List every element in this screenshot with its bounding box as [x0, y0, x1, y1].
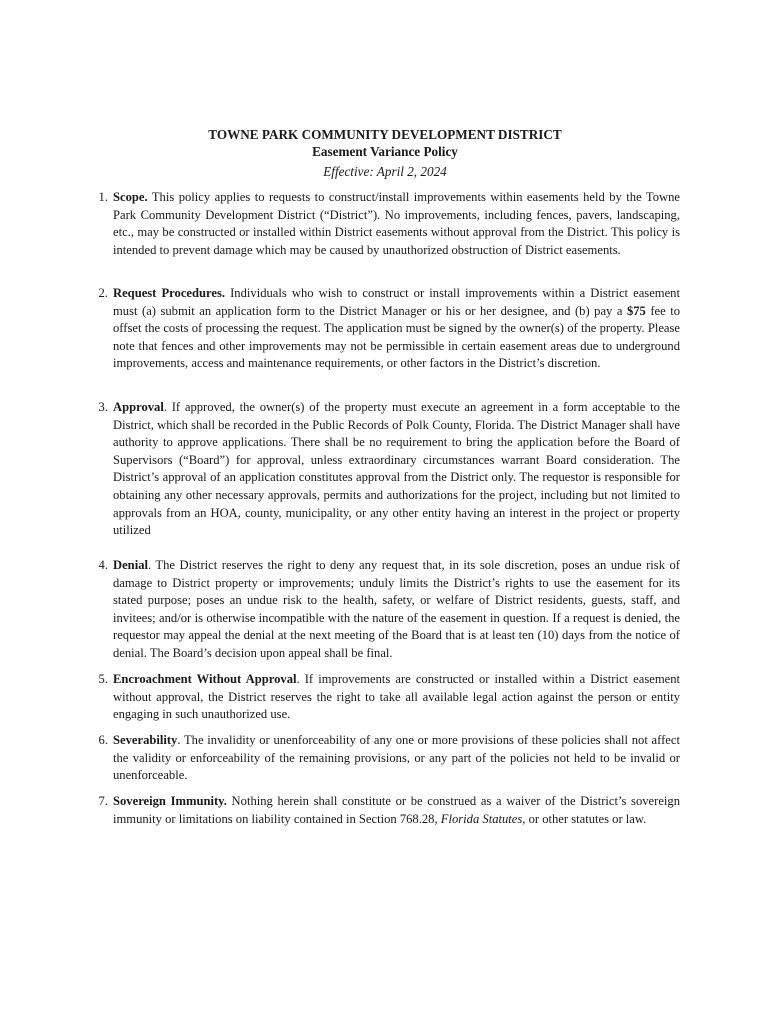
effective-date: Effective: April 2, 2024 — [323, 164, 447, 179]
statute-reference: Florida Statutes — [440, 811, 523, 826]
section-text: , or other statutes or law. — [522, 811, 647, 826]
section-text: This policy applies to requests to construct/install improvements within easements held by the Towne Park Community Development District (“District”). No improvements, including fences, pavers, landscaping, etc., may be constructed or installed within District easements without approval from the District. This policy is intended to prevent damage which may be caused by unauthorized obstruction of District easements. — [113, 190, 680, 257]
section-text: fee to offset the costs of processing the request. The application must be signed by the owner(s) of the property. Please note that fences and other improvements may not be permissible in certain easement areas due to underground improvements, access and maintenance requirements, or other factors in the District’s discretion. — [113, 303, 681, 371]
section-heading: Approval — [113, 400, 164, 414]
section-number: 3. — [98, 400, 108, 414]
section-text: . The District reserves the right to deny any request that, in its sole discretion, poses an undue risk of damage to District property or improvements; unduly limits the District’s rights to use the easement for its stated purpose; poses an undue risk to the health, safety, or welfare of District residents, guests, staff, and invitees; and/or is otherwise incompatible with the nature of the easement in question. If a request is denied, the requestor may appeal the denial at the next meeting of the Board that is at least ten (10) days from the notice of denial. The Board’s decision upon appeal shall be final. — [113, 558, 680, 660]
section-number: 5. — [98, 672, 108, 686]
document-title: TOWNE PARK COMMUNITY DEVELOPMENT DISTRICT — [208, 127, 562, 142]
section-heading: Denial — [113, 558, 148, 572]
section-approval — [98, 399, 680, 540]
section-number: 4. — [98, 558, 108, 572]
section-heading: Sovereign Immunity. — [113, 794, 227, 808]
document-subtitle: Easement Variance Policy — [312, 144, 458, 159]
section-number: 2. — [98, 286, 108, 300]
section-request-procedures — [98, 285, 681, 373]
section-text: . If improvements are constructed or installed within a District easement without approval, the District reserves the right to take all available legal action against the person or entity engaging in such unauthorized use. — [113, 672, 680, 722]
section-text: . If approved, the owner(s) of the property must execute an agreement in a form acceptable to the District, which shall be recorded in the Public Records of Polk County, Florida. The District Manager shall have authority to approve applications. There shall be no requirement to bring the application before the Board of Supervisors (“Board”) for approval, unless extraordinary circumstances warrant Board consideration. The District’s approval of an application constitutes approval from the District only. The requestor is responsible for obtaining any other necessary approvals, permits and authorizations for the project, including but not limited to approvals from an HOA, county, municipality, or any other entity having an interest in the project or property utilized — [113, 400, 680, 538]
section-number: 6. — [98, 733, 108, 747]
fee-amount: $75 — [626, 303, 646, 318]
section-number: 1. — [98, 190, 108, 204]
section-number: 7. — [98, 794, 108, 808]
section-heading: Request Procedures. — [113, 286, 226, 300]
section-denial — [98, 557, 680, 663]
section-heading: Severability — [113, 733, 178, 747]
section-heading: Scope. — [113, 190, 148, 204]
section-encroachment — [98, 671, 680, 724]
document-header — [0, 126, 770, 180]
section-text: Individuals who wish to construct or install improvements within a District easement must (a) submit an application form to the District Manager or his or her designee, and (b) pay a — [113, 286, 680, 318]
section-text: . The invalidity or unenforceability of any one or more provisions of these policies shall not affect the validity or enforceability of the remaining provisions, or any part of the policies not held to be invalid or unenforceable. — [113, 733, 680, 783]
section-scope — [98, 189, 680, 259]
section-heading: Encroachment Without Approval — [113, 672, 297, 686]
section-sovereign-immunity — [98, 793, 681, 828]
section-text: Nothing herein shall constitute or be construed as a waiver of the District’s sovereign immunity or limitations on liability contained in Section 768.28, — [113, 794, 681, 826]
section-severability — [98, 732, 680, 785]
